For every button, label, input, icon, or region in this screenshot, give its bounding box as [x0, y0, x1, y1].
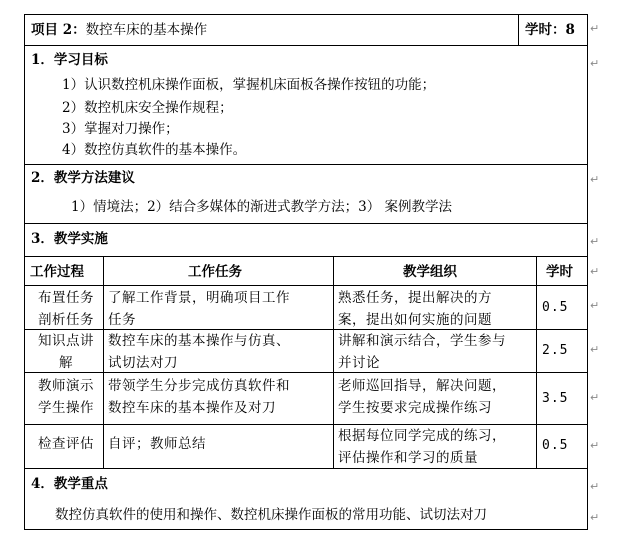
process-cell: 布置任务 [38, 290, 94, 306]
process-cell: 检查评估 [38, 436, 94, 452]
table-row [30, 287, 102, 331]
paragraph-mark-icon: ↵ [590, 480, 600, 493]
org-line: 讲解和演示结合，学生参与 [338, 333, 506, 349]
org-line: 熟悉任务，提出解决的方 [338, 290, 492, 306]
goal-item: 2）数控机床安全操作规程； [62, 100, 233, 116]
task-cell [108, 375, 290, 419]
org-cell [338, 375, 506, 419]
col-header-hours: 学时 [546, 264, 573, 280]
org-line: 老师巡回指导，解决问题， [338, 378, 506, 394]
col-header-task: 工作任务 [188, 264, 242, 280]
table-top-line [24, 256, 588, 257]
table-col-line [333, 256, 334, 469]
org-line: 根据每位同学完成的练习， [338, 428, 506, 444]
table-col-line [536, 256, 537, 469]
process-cell: 知识点讲 [38, 333, 94, 349]
col-header-org: 教学组织 [403, 264, 457, 280]
project-title: 数控车床的基本操作 [85, 22, 208, 38]
header-divider [518, 14, 519, 46]
key-points-text: 数控仿真软件的使用和操作、数控机床操作面板的常用功能、试切法对刀 [55, 507, 487, 523]
project-label: 项目 2： [31, 22, 86, 38]
hours-cell: 3.5 [542, 391, 569, 406]
task-line: 数控车床的基本操作与仿真、 [108, 333, 290, 349]
task-line: 带领学生分步完成仿真软件和 [108, 378, 290, 394]
table-col-line [103, 256, 104, 469]
table-row [30, 433, 102, 455]
org-line: 并讨论 [338, 355, 380, 371]
paragraph-mark-icon: ↵ [590, 299, 600, 312]
org-line: 学生按要求完成操作练习 [338, 400, 492, 416]
goal-item: 3）掌握对刀操作； [62, 121, 179, 137]
method-text: 1）情境法；2）结合多媒体的渐进式教学方法；3） 案例教学法 [71, 199, 453, 215]
goal-item: 1）认识数控机床操作面板，掌握机床面板各操作按钮的功能； [62, 77, 436, 93]
section-2-title: 2．教学方法建议 [31, 170, 135, 186]
hours-cell: 2.5 [542, 343, 569, 358]
paragraph-mark-icon: ↵ [590, 173, 600, 186]
task-line: 数控车床的基本操作及对刀 [108, 400, 276, 416]
paragraph-mark-icon: ↵ [590, 57, 600, 70]
org-cell [338, 425, 506, 469]
goal-item: 4）数控仿真软件的基本操作。 [62, 142, 247, 158]
task-cell [108, 287, 290, 331]
hours-cell: 0.5 [542, 438, 569, 453]
section-1-title: 1．学习目标 [31, 52, 108, 68]
paragraph-mark-icon: ↵ [590, 439, 600, 452]
paragraph-mark-icon: ↵ [590, 343, 600, 356]
paragraph-mark-icon: ↵ [590, 391, 600, 404]
paragraph-mark-icon: ↵ [590, 22, 600, 35]
task-line: 自评；教师总结 [108, 436, 206, 452]
table-row [30, 375, 102, 419]
section-3-title: 3．教学实施 [31, 231, 108, 247]
hours-cell: 0.5 [542, 300, 569, 315]
table-row [30, 330, 102, 374]
org-line: 案，提出如何实施的问题 [338, 312, 492, 328]
paragraph-mark-icon: ↵ [590, 265, 600, 278]
process-cell: 剖析任务 [38, 312, 94, 328]
org-cell [338, 287, 492, 331]
process-cell: 教师演示 [38, 378, 94, 394]
process-cell: 解 [59, 355, 73, 371]
section-4-title: 4．教学重点 [31, 476, 108, 492]
paragraph-mark-icon: ↵ [590, 235, 600, 248]
task-cell [108, 433, 206, 455]
process-cell: 学生操作 [38, 400, 94, 416]
task-line: 了解工作背景，明确项目工作 [108, 290, 290, 306]
task-line: 任务 [108, 312, 136, 328]
project-heading [31, 21, 207, 39]
paragraph-mark-icon: ↵ [590, 511, 600, 524]
task-line: 试切法对刀 [108, 355, 178, 371]
table-row-line [24, 285, 588, 286]
task-cell [108, 330, 290, 374]
hours-total: 学时：8 [525, 22, 575, 38]
col-header-process: 工作过程 [30, 264, 84, 280]
org-line: 评估操作和学习的质量 [338, 450, 478, 466]
org-cell [338, 330, 506, 374]
